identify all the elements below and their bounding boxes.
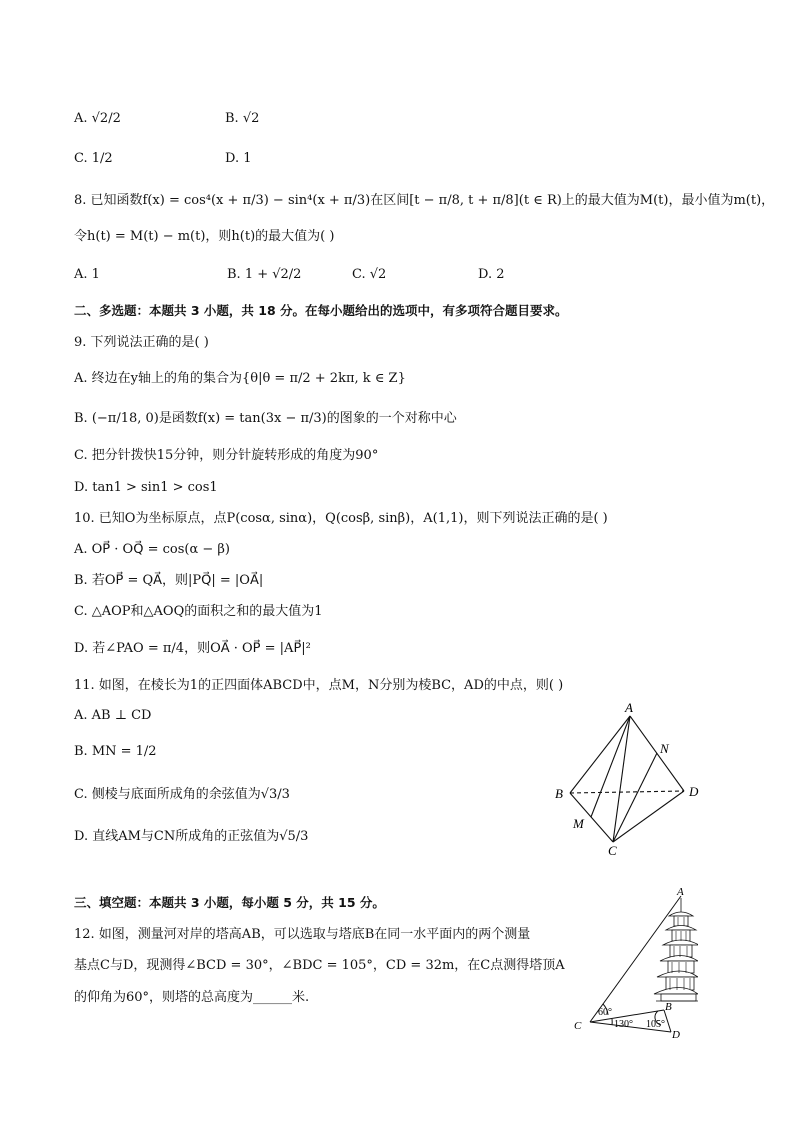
section-multiple-choice-heading: 二、多选题：本题共 3 小题，共 18 分。在每小题给出的选项中，有多项符合题目要求。 — [74, 303, 568, 318]
q7-option-d: D. 1 — [225, 151, 252, 166]
edge-cd — [613, 791, 684, 842]
label-d: D — [672, 1029, 680, 1041]
segment-am — [591, 716, 630, 817]
q10-stem: 10. 已知O为坐标原点，点P(cosα, sinα)，Q(cosβ, sinβ)，A(1,1)，则下列说法正确的是( ) — [74, 511, 608, 526]
q8-option-d: D. 2 — [478, 267, 505, 282]
q12-stem-line2: 基点C与D，现测得∠BCD = 30°，∠BDC = 105°，CD = 32m，在C点测得塔顶A — [74, 958, 565, 973]
angle-60-label: 60° — [598, 1007, 612, 1018]
label-d: D — [689, 784, 699, 799]
q7-option-c: C. 1/2 — [74, 151, 113, 166]
q9-stem: 9. 下列说法正确的是( ) — [74, 335, 209, 350]
label-c: C — [574, 1020, 582, 1032]
angle-130-label: 130° — [614, 1019, 633, 1030]
q12-stem-line3: 的仰角为60°，则塔的总高度为______米. — [74, 990, 310, 1005]
line-bd — [664, 1010, 671, 1032]
q11-option-b: B. MN = 1/2 — [74, 744, 157, 759]
label-a: A — [625, 700, 633, 715]
q11-option-c: C. 侧棱与底面所成角的余弦值为√3/3 — [74, 787, 290, 802]
q8-option-a: A. 1 — [74, 267, 100, 282]
q8-option-c: C. √2 — [352, 267, 387, 282]
q10-option-d: D. 若∠PAO = π/4，则OA⃗ · OP⃗ = |AP⃗|² — [74, 641, 311, 656]
pagoda-icon — [654, 898, 698, 1001]
q10-option-b: B. 若OP⃗ = QA⃗，则|PQ⃗| = |OA⃗| — [74, 573, 264, 588]
label-c: C — [608, 843, 617, 858]
label-n: N — [660, 741, 669, 756]
q11-stem: 11. 如图，在棱长为1的正四面体ABCD中，点M，N分别为棱BC，AD的中点，则( ) — [74, 678, 564, 693]
tetrahedron-figure — [548, 700, 708, 860]
q12-stem-line1: 12. 如图，测量河对岸的塔高AB，可以选取与塔底B在同一水平面内的两个测量 — [74, 927, 531, 942]
label-b: B — [665, 1001, 672, 1013]
edge-bd-hidden — [570, 791, 684, 793]
angle-105-label: 105° — [646, 1019, 665, 1030]
q7-option-b: B. √2 — [225, 111, 260, 126]
q10-option-a: A. OP⃗ · OQ⃗ = cos(α − β) — [74, 542, 230, 557]
q9-option-b: B. (−π/18, 0)是函数f(x) = tan(3x − π/3)的图象的一个对称中心 — [74, 411, 457, 426]
label-b: B — [555, 786, 563, 801]
label-a: A — [677, 886, 684, 898]
label-m: M — [573, 816, 584, 831]
q8-stem-line2: 令h(t) = M(t) − m(t)，则h(t)的最大值为( ) — [74, 229, 335, 244]
q11-option-a: A. AB ⊥ CD — [74, 708, 152, 723]
q9-option-c: C. 把分针拨快15分钟，则分针旋转形成的角度为90° — [74, 448, 379, 463]
q9-option-d: D. tan1 > sin1 > cos1 — [74, 480, 218, 495]
q11-option-d: D. 直线AM与CN所成角的正弦值为√5/3 — [74, 829, 309, 844]
q7-option-a: A. √2/2 — [74, 111, 121, 126]
section-fill-in-heading: 三、填空题：本题共 3 小题，每小题 5 分，共 15 分。 — [74, 895, 385, 910]
tower-figure — [568, 886, 698, 1042]
q8-stem-line1: 8. 已知函数f(x) = cos⁴(x + π/3) − sin⁴(x + π/3)在区间[t − π/8, t + π/8](t ∈ R)上的最大值为M(t)，最小值为m(t)， — [74, 193, 775, 208]
q8-option-b: B. 1 + √2/2 — [227, 267, 302, 282]
q9-option-a: A. 终边在y轴上的角的集合为{θ|θ = π/2 + 2kπ, k ∈ Z} — [74, 371, 406, 386]
segment-cn — [613, 753, 657, 842]
q10-option-c: C. △AOP和△AOQ的面积之和的最大值为1 — [74, 604, 323, 619]
